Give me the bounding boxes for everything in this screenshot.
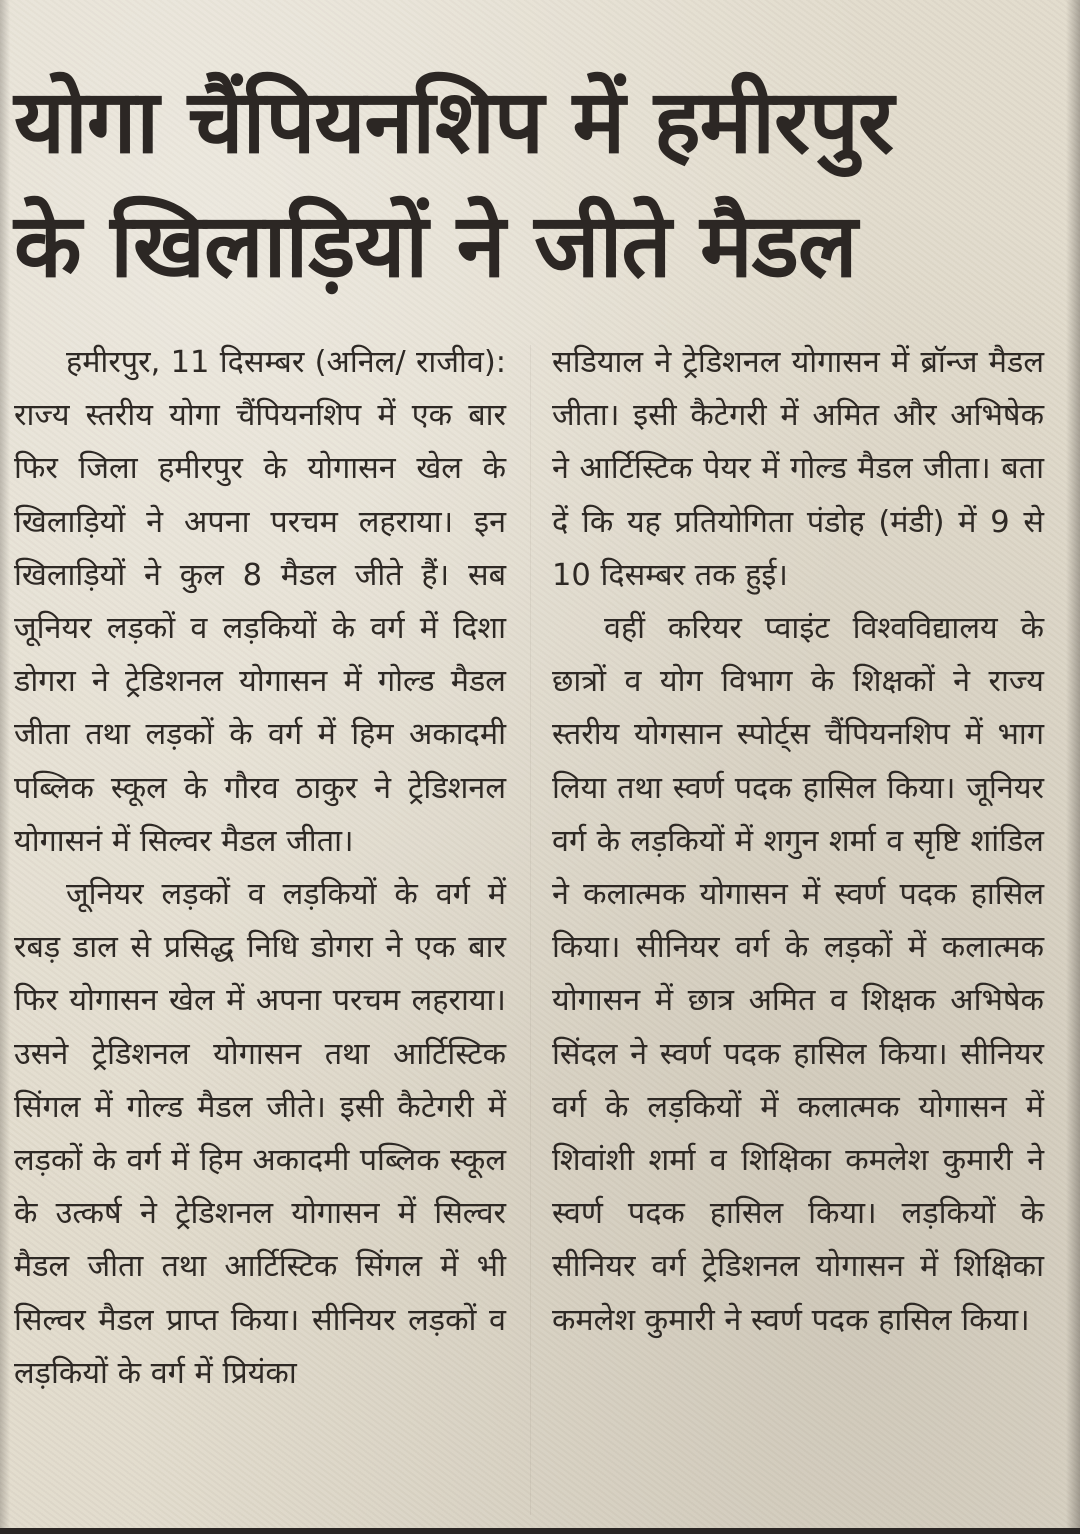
page-shadow-left — [0, 0, 10, 1534]
page-shadow-right — [1066, 0, 1080, 1534]
bottom-border — [0, 1528, 1080, 1534]
article-column-right — [552, 336, 1044, 1347]
article-paragraph-4: वहीं करियर प्वाइंट विश्वविद्यालय के छात्रों व योग विभाग के शिक्षकों ने राज्य स्तरीय योगसान स्पोर्ट्स चैंपियनशिप में भाग लिया तथा स्वर्ण पदक हासिल किया। जूनियर वर्ग के लड़कियों में शगुन शर्मा व सृष्टि शांडिल ने कलात्मक योगासन में स्वर्ण पदक हासिल किया। सीनियर वर्ग के लड़कों में कलात्मक योगासन में छात्र अमित व शिक्षक अभिषेक सिंदल ने स्वर्ण पदक हासिल किया। सीनियर वर्ग के लड़कियों में कलात्मक योगासन में शिवांशी शर्मा व शिक्षिका कमलेश कुमारी ने स्वर्ण पदक हासिल किया। लड़कियों के सीनियर वर्ग ट्रेडिशनल योगासन में शिक्षिका कमलेश कुमारी ने स्वर्ण पदक हासिल किया। — [552, 611, 1044, 1338]
article-paragraph-1: हमीरपुर, 11 दिसम्बर (अनिल/ राजीव): राज्य स्तरीय योगा चैंपियनशिप में एक बार फिर जिला हमीरपुर के योगासन खेल के खिलाड़ियों ने अपना परचम लहराया। इन खिलाड़ियों ने कुल 8 मैडल जीते हैं। सब जूनियर लड़कों व लड़कियों के वर्ग में दिशा डोगरा ने ट्रेडिशनल योगासन में गोल्ड मैडल जीता तथा लड़कों के वर्ग में हिम अकादमी पब्लिक स्कूल के गौरव ठाकुर ने ट्रेडिशनल योगासनं में सिल्वर मैडल जीता। — [14, 345, 506, 859]
column-divider — [530, 345, 531, 1515]
headline-line-1: योगा चैंपियनशिप में हमीरपुर — [14, 70, 893, 173]
article-paragraph-2: जूनियर लड़कों व लड़कियों के वर्ग में रबड़ डाल से प्रसिद्ध निधि डोगरा ने एक बार फिर योगासन खेल में अपना परचम लहराया। उसने ट्रेडिशनल योगासन तथा आर्टिस्टिक सिंगल में गोल्ड मैडल जीते। इसी कैटेगरी में लड़कों के वर्ग में हिम अकादमी पब्लिक स्कूल के उत्कर्ष ने ट्रेडिशनल योगासन में सिल्वर मैडल जीता तथा आर्टिस्टिक सिंगल में भी सिल्वर मैडल प्राप्त किया। सीनियर लड़कों व लड़कियों के वर्ग में प्रियंका — [14, 877, 506, 1391]
headline — [14, 60, 1064, 308]
article-paragraph-3: सडियाल ने ट्रेडिशनल योगासन में ब्रॉन्ज मैडल जीता। इसी कैटेगरी में अमित और अभिषेक ने आर्टिस्टिक पेयर में गोल्ड मैडल जीता। बता दें कि यह प्रतियोगिता पंडोह (मंडी) में 9 से 10 दिसम्बर तक हुई। — [552, 345, 1044, 593]
article-column-left — [14, 336, 506, 1400]
headline-line-2: के खिलाड़ियों ने जीते मैडल — [14, 194, 857, 297]
